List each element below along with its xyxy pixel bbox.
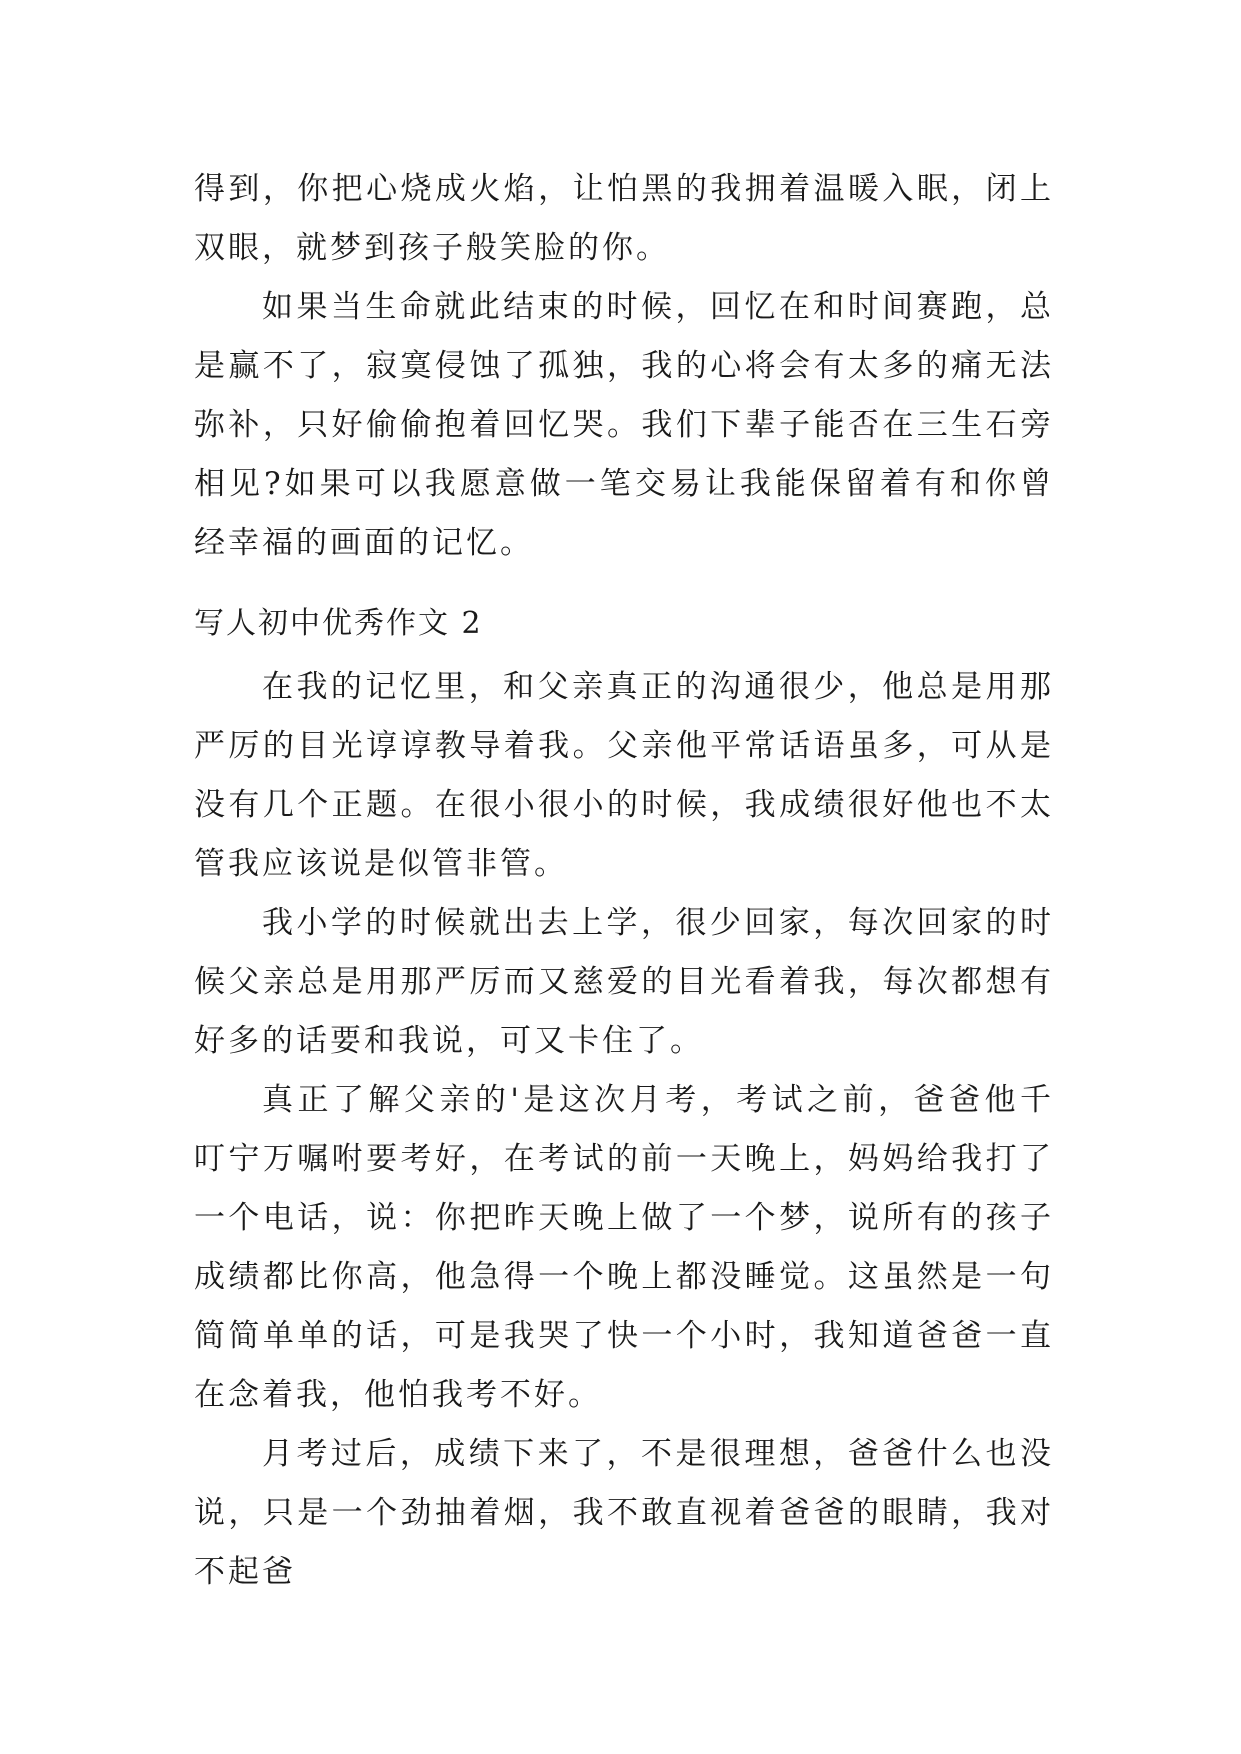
continued-text [194, 160, 1054, 573]
paragraph: 如果当生命就此结束的时候，回忆在和时间赛跑，总是赢不了，寂寞侵蚀了孤独，我的心将会有太多的痛无法弥补，只好偷偷抱着回忆哭。我们下辈子能否在三生石旁相见?如果可以我愿意做一笔交易让我能保留着有和你曾经幸福的画面的记忆。 [194, 289, 1054, 561]
paragraph: 在我的记忆里，和父亲真正的沟通很少，他总是用那严厉的目光谆谆教导着我。父亲他平常话语虽多，可从是没有几个正题。在很小很小的时候，我成绩很好他也不太管我应该说是似管非管。 [194, 669, 1054, 882]
section-title: 写人初中优秀作文 2 [194, 606, 483, 641]
paragraph: 真正了解父亲的'是这次月考，考试之前，爸爸他千叮宁万嘱咐要考好，在考试的前一天晚上，妈妈给我打了一个电话，说：你把昨天晚上做了一个梦，说所有的孩子成绩都比你高，他急得一个晚上都没睡觉。这虽然是一句简简单单的话，可是我哭了快一个小时，我知道爸爸一直在念着我，他怕我考不好。 [194, 1082, 1054, 1413]
paragraph: 我小学的时候就出去上学，很少回家，每次回家的时候父亲总是用那严厉而又慈爱的目光看着我，每次都想有好多的话要和我说，可又卡住了。 [194, 905, 1054, 1059]
essay-body [194, 658, 1054, 1602]
paragraph-continuation: 得到，你把心烧成火焰，让怕黑的我拥着温暖入眠，闭上双眼，就梦到孩子般笑脸的你。 [194, 171, 1054, 266]
paragraph: 月考过后，成绩下来了，不是很理想，爸爸什么也没说，只是一个劲抽着烟，我不敢直视着爸爸的眼睛，我对不起爸 [194, 1436, 1054, 1590]
